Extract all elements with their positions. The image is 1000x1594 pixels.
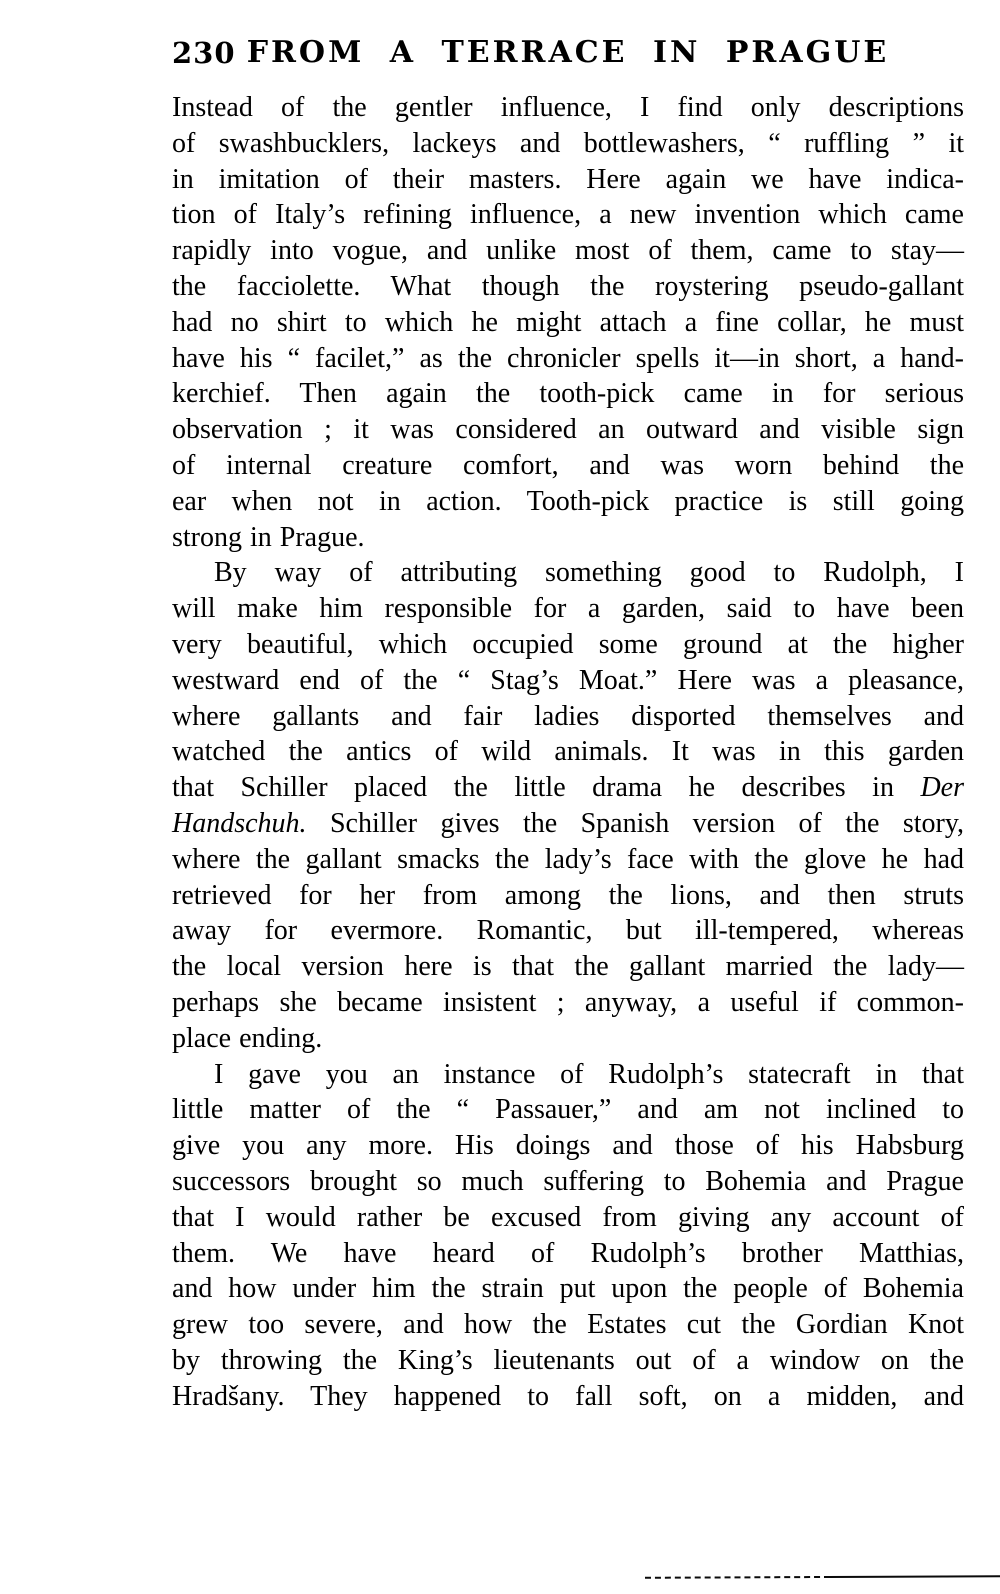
text-line	[172, 734, 964, 770]
text-segment: had no shirt to which he might attach a fine collar, he must	[172, 306, 964, 338]
text-segment: of swashbucklers, lackeys and bottlewashers, “ ruffling ” it	[172, 127, 964, 159]
text-segment: will make him responsible for a garden, said to have been	[172, 593, 964, 625]
text-line	[172, 591, 964, 627]
text-segment: I gave you an instance of Rudolph’s statecraft in that	[214, 1058, 964, 1090]
text-segment: the local version here is that the gallant married the lady—	[172, 951, 964, 983]
text-segment: that Schiller placed the little drama he describes in	[172, 772, 921, 804]
text-segment: tion of Italy’s refining influence, a new invention which came	[172, 199, 964, 231]
text-segment: little matter of the “ Passauer,” and am not inclined to	[172, 1094, 964, 1126]
text-segment: ear when not in action. Tooth-pick practice is still going	[172, 485, 964, 517]
body-text	[172, 90, 964, 1414]
text-line	[172, 699, 964, 735]
scan-artifact-dashed-segment	[645, 1576, 830, 1579]
text-line	[172, 1271, 964, 1307]
text-line	[172, 770, 964, 806]
text-segment: by throwing the King’s lieutenants out of a window on the	[172, 1344, 964, 1376]
text-segment: By way of attributing something good to Rudolph, I	[214, 557, 964, 589]
text-line	[172, 1021, 964, 1057]
text-segment: retrieved for her from among the lions, and then struts	[172, 879, 964, 911]
text-segment: them. We have heard of Rudolph’s brother Matthias,	[172, 1237, 964, 1269]
text-line	[172, 197, 964, 233]
text-segment: have his “ facilet,” as the chronicler spells it—in short, a hand-	[172, 342, 964, 374]
scan-artifact-solid-segment	[828, 1575, 1000, 1578]
page-number: 230	[172, 36, 236, 70]
text-segment: strong in Prague.	[172, 521, 365, 553]
text-segment: where gallants and fair ladies disported themselves and	[172, 700, 964, 732]
text-line	[172, 878, 964, 914]
text-block	[172, 36, 964, 1414]
text-line	[172, 1164, 964, 1200]
text-segment: in imitation of their masters. Here again we have indica-	[172, 163, 964, 195]
text-segment: grew too severe, and how the Estates cut the Gordian Knot	[172, 1309, 964, 1341]
text-segment: give you any more. His doings and those of his Habsburg	[172, 1130, 964, 1162]
text-line	[172, 484, 964, 520]
text-line	[172, 1128, 964, 1164]
text-segment: place ending.	[172, 1022, 323, 1054]
text-segment: very beautiful, which occupied some ground at the higher	[172, 628, 964, 660]
text-segment: watched the antics of wild animals. It was in this garden	[172, 736, 964, 768]
text-segment: observation ; it was considered an outward and visible sign	[172, 414, 964, 446]
text-line	[172, 1057, 964, 1093]
text-line	[172, 555, 964, 591]
text-segment: away for evermore. Romantic, but ill-tempered, whereas	[172, 915, 964, 947]
text-segment: where the gallant smacks the lady’s face with the glove he had	[172, 843, 964, 875]
text-line	[172, 90, 964, 126]
text-line	[172, 663, 964, 699]
text-segment: Schiller gives the Spanish version of the story,	[306, 807, 964, 839]
text-line	[172, 806, 964, 842]
text-line	[172, 1379, 964, 1415]
text-line	[172, 1200, 964, 1236]
text-line	[172, 1307, 964, 1343]
text-line	[172, 1343, 964, 1379]
text-line	[172, 376, 964, 412]
page-title: FROM A TERRACE IN PRAGUE	[246, 35, 890, 70]
text-segment: Hradšany. They happened to fall soft, on a midden, and	[172, 1380, 964, 1412]
text-segment: Instead of the gentler influence, I find only descriptions	[172, 92, 964, 123]
text-segment: of internal creature comfort, and was worn behind the	[172, 449, 964, 481]
text-line	[172, 985, 964, 1021]
scan-artifact-line	[645, 1575, 1000, 1580]
text-line	[172, 233, 964, 269]
text-line	[172, 305, 964, 341]
text-line	[172, 448, 964, 484]
text-line	[172, 949, 964, 985]
text-segment: successors brought so much suffering to Bohemia and Prague	[172, 1165, 964, 1197]
text-line	[172, 913, 964, 949]
text-line	[172, 162, 964, 198]
text-line	[172, 842, 964, 878]
text-line	[172, 412, 964, 448]
text-segment: the facciolette. What though the roystering pseudo-gallant	[172, 270, 964, 302]
text-line	[172, 1236, 964, 1272]
italic-text-segment: Handschuh.	[172, 807, 307, 839]
text-segment: westward end of the “ Stag’s Moat.” Here was a pleasance,	[172, 664, 964, 696]
italic-text-segment: Der	[920, 772, 964, 804]
page-header	[172, 36, 964, 70]
text-segment: perhaps she became insistent ; anyway, a useful if common-	[172, 986, 964, 1018]
text-line	[172, 1092, 964, 1128]
text-segment: kerchief. Then again the tooth-pick came in for serious	[172, 378, 964, 410]
text-line	[172, 341, 964, 377]
text-line	[172, 126, 964, 162]
text-segment: rapidly into vogue, and unlike most of them, came to stay—	[172, 235, 964, 267]
text-line	[172, 269, 964, 305]
text-segment: that I would rather be excused from giving any account of	[172, 1201, 964, 1233]
text-line	[172, 520, 964, 556]
text-line	[172, 627, 964, 663]
text-segment: and how under him the strain put upon the people of Bohemia	[172, 1273, 964, 1305]
